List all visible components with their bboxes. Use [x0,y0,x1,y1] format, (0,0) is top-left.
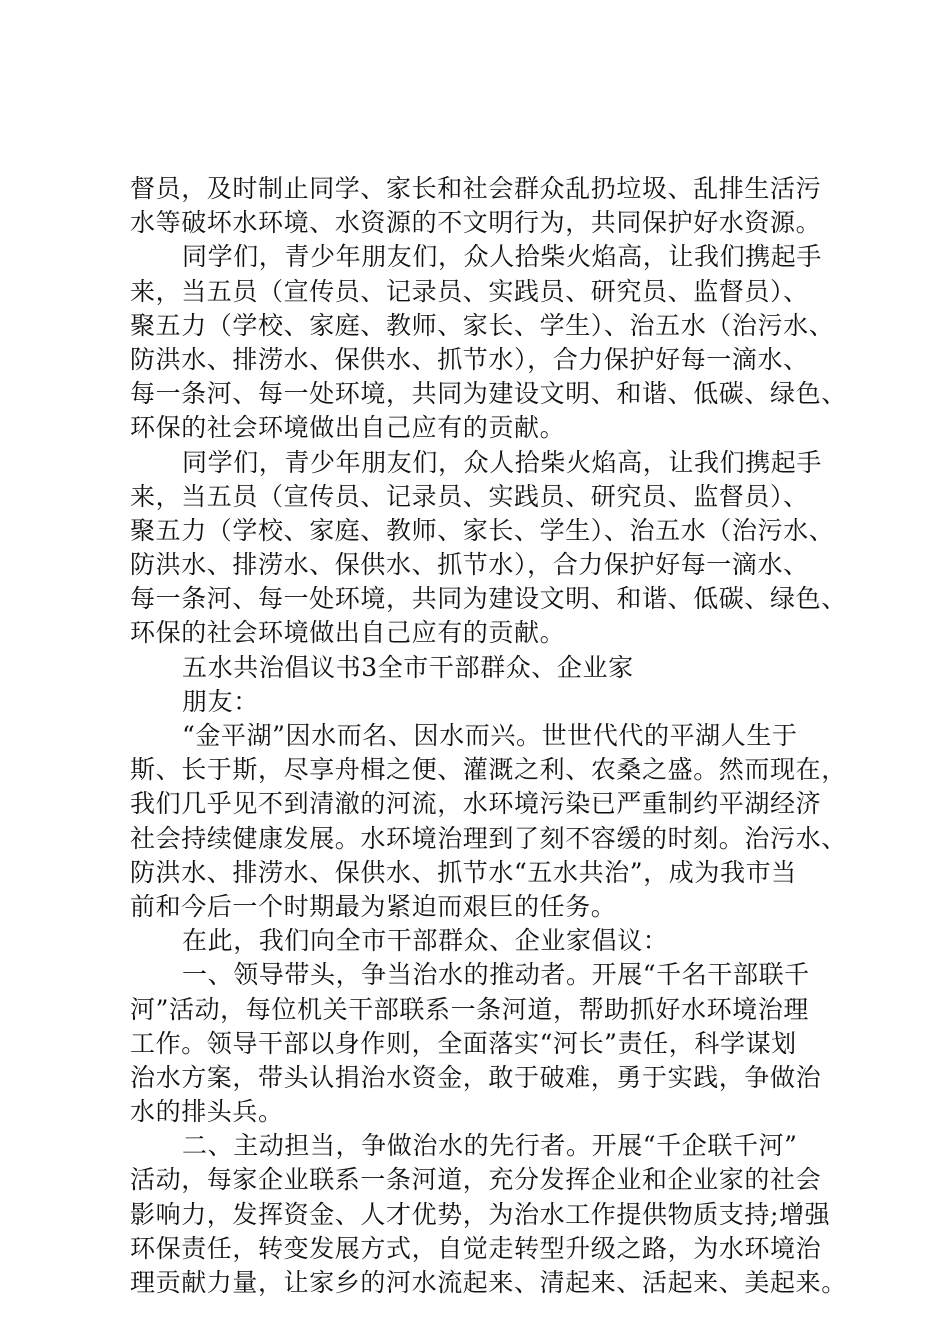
text-line: 同学们，青少年朋友们，众人拾柴火焰高，让我们携起手 [182,447,823,477]
text-line: 防洪水、排涝水、保供水、抓节水），合力保护好每一滴水、 [130,550,809,580]
text-line: 五水共治倡议书3全市干部群众、企业家 [182,652,634,682]
text-line: 朋友： [182,686,259,716]
text-line: 水的排头兵。 [130,1097,284,1127]
text-line: 活动，每家企业联系一条河道，充分发挥企业和企业家的社会 [130,1165,822,1195]
text-line: 社会持续健康发展。水环境治理到了刻不容缓的时刻。治污水、 [130,823,847,853]
text-line: 一、领导带头，争当治水的推动者。开展“千名干部联千 [182,960,810,990]
document-body [130,172,852,1300]
text-line: 工作。领导干部以身作则，全面落实“河长”责任，科学谋划 [130,1028,797,1058]
text-line: 水等破坏水环境、水资源的不文明行为，共同保护好水资源。 [130,208,822,238]
text-line: 每一条河、每一处环境，共同为建设文明、和谐、低碳、绿色、 [130,379,847,409]
text-line: 每一条河、每一处环境，共同为建设文明、和谐、低碳、绿色、 [130,584,847,614]
text-line: 理贡献力量，让家乡的河水流起来、清起来、活起来、美起来。 [130,1268,847,1297]
text-line: 防洪水、排涝水、保供水、抓节水“五水共治”，成为我市当 [130,857,797,887]
text-line: 环保的社会环境做出自己应有的贡献。 [130,413,566,443]
text-line: 来，当五员（宣传员、记录员、实践员、研究员、监督员）、 [130,481,809,511]
text-line: 同学们，青少年朋友们，众人拾柴火焰高，让我们携起手 [182,242,823,272]
text-line: 环保责任，转变发展方式，自觉走转型升级之路，为水环境治 [130,1233,822,1263]
text-line: 来，当五员（宣传员、记录员、实践员、研究员、监督员）、 [130,276,809,306]
text-line: 我们几乎见不到清澈的河流，水环境污染已严重制约平湖经济 [130,789,822,819]
text-line: 影响力，发挥资金、人才优势，为治水工作提供物质支持;增强 [130,1199,831,1229]
text-line: 督员，及时制止同学、家长和社会群众乱扔垃圾、乱排生活污 [130,174,822,203]
text-line: 聚五力（学校、家庭、教师、家长、学生）、治五水（治污水、 [130,515,835,545]
text-line: 前和今后一个时期最为紧迫而艰巨的任务。 [130,891,617,921]
text-line: 二、主动担当，争做治水的先行者。开展“千企联千河” [182,1131,798,1161]
text-line: 河”活动，每位机关干部联系一条河道，帮助抓好水环境治理 [130,994,809,1024]
text-line: 聚五力（学校、家庭、教师、家长、学生）、治五水（治污水、 [130,310,835,340]
text-line: 防洪水、排涝水、保供水、抓节水），合力保护好每一滴水、 [130,344,809,374]
text-line: 斯、长于斯，尽享舟楫之便、灌溉之利、农桑之盛。然而现在， [130,755,847,785]
text-line: “金平湖”因水而名、因水而兴。世世代代的平湖人生于 [182,721,798,750]
text-line: 在此，我们向全市干部群众、企业家倡议： [182,926,669,956]
text-line: 治水方案，带头认捐治水资金，敢于破难，勇于实践，争做治 [130,1062,822,1092]
text-line: 环保的社会环境做出自己应有的贡献。 [130,618,566,648]
